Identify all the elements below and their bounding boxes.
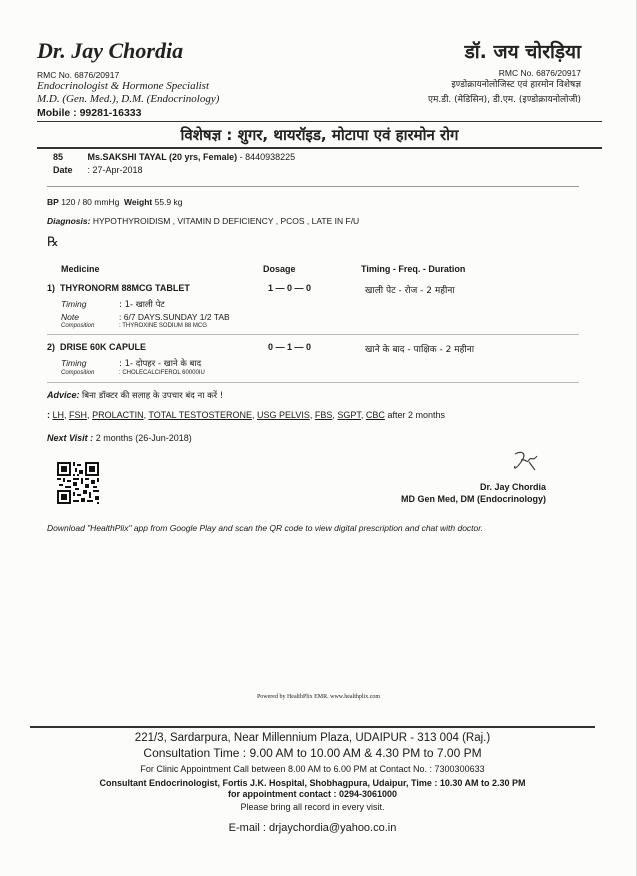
- signatory-degree: MD Gen Med, DM (Endocrinology): [401, 494, 546, 504]
- consultation-time: Consultation Time : 9.00 AM to 10.00 AM & 4.30 PM to 7.00 PM: [143, 746, 482, 760]
- doctor-name-hi: डॉ. जय चोरड़िया: [464, 41, 581, 63]
- test-item: SGPT: [337, 410, 361, 420]
- investigations: : LH, FSH, PROLACTIN, TOTAL TESTOSTERONE, USG PELVIS, FBS, SGPT, CBC after 2 months: [47, 410, 445, 420]
- medicine-timing: खाने के बाद - पाक्षिक - 2 महीना: [365, 345, 475, 355]
- medicine-timing: खाली पेट - रोज - 2 महीना: [365, 286, 455, 296]
- rmc-number-en: RMC No. 6876/20917: [37, 70, 120, 80]
- signature-block: [401, 481, 546, 505]
- medicine-number: 2): [47, 342, 56, 352]
- medicine-composition: Composition : CHOLECALCIFEROL 60000IU: [61, 370, 205, 376]
- medicine-dosage: 1 — 0 — 0: [268, 283, 312, 293]
- tests-suffix: after 2 months: [387, 410, 445, 420]
- advice-text: बिना डॉक्टर की सलाह के उपचार बंद ना करें !: [82, 391, 224, 401]
- test-item: PROLACTIN: [92, 410, 144, 420]
- doctor-header-hindi: [321, 38, 581, 108]
- clinic-address: 221/3, Sardarpura, Near Millennium Plaza, UDAIPUR - 313 004 (Raj.): [134, 732, 491, 744]
- patient-phone: - 8440938225: [237, 152, 296, 162]
- header-divider: [37, 121, 602, 122]
- doctor-name-en: Dr. Jay Chordia: [37, 38, 184, 63]
- rx-symbol: ℞: [47, 235, 59, 250]
- medicine-divider: [47, 334, 579, 335]
- doctor-header-english: [37, 38, 297, 119]
- specialty-hi: इण्डोक्रायनोलोजिस्ट एवं हारमोन विशेषज्ञ: [451, 80, 581, 90]
- patient-name: Ms.SAKSHI TAYAL (20 yrs, Female): [87, 152, 238, 162]
- degrees-hi: एम.डी. (मेडिसिन), डी.एम. (इण्डोक्रायनोलोजी): [428, 95, 581, 105]
- vitals: [47, 197, 183, 207]
- next-visit: [47, 433, 192, 443]
- mobile-number: Mobile : 99281-16333: [37, 107, 142, 119]
- signatory-name: Dr. Jay Chordia: [479, 482, 546, 492]
- qr-code-icon[interactable]: [57, 462, 99, 504]
- download-instruction: Download "HealthPlix" app from Google Play and scan the QR code to view digital prescription and chat with doctor.: [47, 523, 484, 533]
- medicine-composition: Composition : THYROXINE SODIUM 88 MCG: [61, 323, 207, 329]
- diagnosis: [47, 216, 359, 226]
- header-medicine: Medicine: [61, 264, 100, 274]
- tests-prefix: :: [47, 410, 50, 420]
- medicine-timing-detail: Timing : 1- खाली पेट: [61, 299, 165, 310]
- medicine-divider: [47, 382, 579, 383]
- diagnosis-text: HYPOTHYROIDISM , VITAMIN D DEFICIENCY , PCOS , LATE IN F/U: [92, 216, 360, 226]
- medicine-number: 1): [47, 283, 56, 293]
- diagnosis-label: Diagnosis:: [47, 216, 91, 226]
- advice: [47, 390, 223, 401]
- patient-id: 85: [53, 152, 64, 162]
- medicine-note: Note : 6/7 DAYS.SUNDAY 1/2 TAB: [61, 312, 230, 322]
- medicine-name: DRISE 60K CAPULE: [60, 342, 147, 352]
- medicine-timing-detail: Timing : 1- दोपहर - खाने के बाद: [61, 358, 202, 369]
- bp-value: 120 / 80 mmHg: [61, 197, 120, 207]
- header-timing: Timing - Freq. - Duration: [361, 264, 466, 274]
- specialty-banner: विशेषज्ञ : शुगर, थायरॉइड, मोटापा एवं हारमोन रोग: [180, 126, 459, 144]
- specialty-en: Endocrinologist & Hormone Specialist: [37, 80, 210, 92]
- visit-date: : 27-Apr-2018: [87, 165, 143, 175]
- medicine-dosage: 0 — 1 — 0: [268, 342, 312, 352]
- bp-label: BP: [47, 197, 59, 207]
- footer-divider: [30, 726, 595, 728]
- test-item: LH: [52, 410, 65, 420]
- test-item: FSH: [69, 410, 88, 420]
- test-item: TOTAL TESTOSTERONE: [148, 410, 252, 420]
- test-item: FBS: [314, 410, 333, 420]
- test-item: USG PELVIS: [256, 410, 310, 420]
- weight-label: Weight: [124, 197, 153, 207]
- advice-label: Advice:: [47, 390, 80, 400]
- powered-by: Powered by HealthPlix EMR. www.healthplix.com: [256, 694, 381, 700]
- patient-divider: [47, 186, 579, 187]
- records-note: Please bring all record in every visit.: [240, 802, 385, 812]
- banner-divider: [37, 147, 602, 149]
- next-visit-text: 2 months (26-Jun-2018): [95, 433, 192, 443]
- next-visit-label: Next Visit :: [47, 433, 94, 443]
- medicine-name: THYRONORM 88MCG TABLET: [60, 283, 190, 293]
- patient-info: [53, 152, 295, 178]
- signature-icon: [505, 448, 545, 478]
- email[interactable]: E-mail : drjaychordia@yahoo.co.in: [228, 822, 397, 834]
- appointment-info: For Clinic Appointment Call between 8.00 AM to 6.00 PM at Contact No. : 7300300633: [140, 764, 485, 774]
- weight-value: 55.9 kg: [154, 197, 183, 207]
- fortis-info: Consultant Endocrinologist, Fortis J.K. Hospital, Shobhagpura, Udaipur, Time : 10.30 AM to 2.30 PM for appointment contact : 0294-3061000: [99, 778, 526, 799]
- test-item: CBC: [365, 410, 385, 420]
- rmc-number-hi: RMC No. 6876/20917: [498, 68, 581, 78]
- header-dosage: Dosage: [263, 264, 296, 274]
- degrees-en: M.D. (Gen. Med.), D.M. (Endocrinology): [37, 93, 220, 105]
- date-label: Date: [53, 165, 73, 175]
